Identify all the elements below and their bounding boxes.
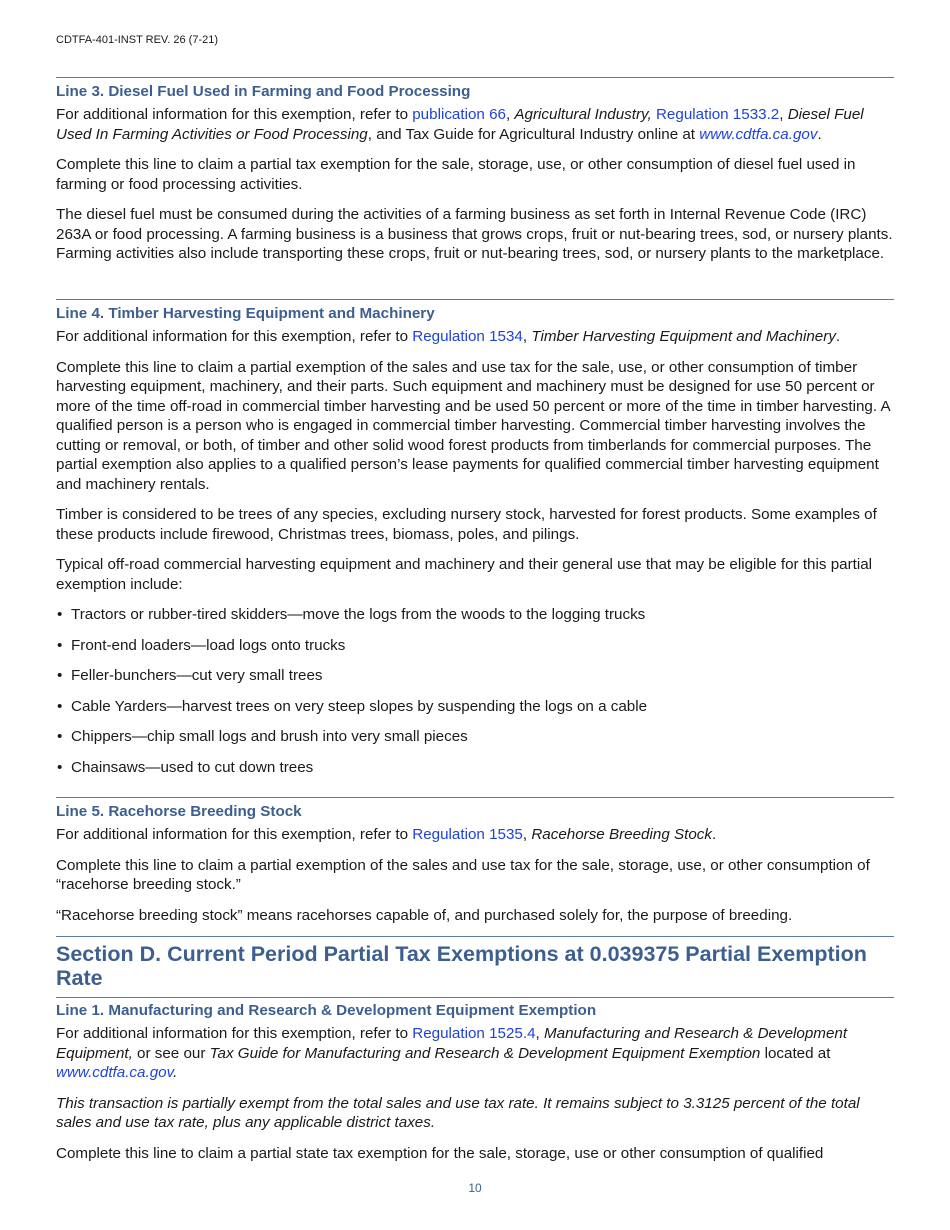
text: For additional information for this exemption, refer to (56, 328, 413, 345)
text: , (522, 328, 532, 345)
section-d-line1 (56, 1001, 894, 1163)
list-item: • Cable Yarders—harvest trees on very steep slopes by suspending the logs on a cable (56, 697, 894, 717)
list-item: • Front-end loaders—load logs onto trucks (56, 636, 894, 656)
line5-heading: Line 5. Racehorse Breeding Stock (56, 803, 302, 820)
line4-heading: Line 4. Timber Harvesting Equipment and Machinery (56, 305, 435, 322)
text: . (817, 125, 822, 143)
line4-paragraph-4: Typical off-road commercial harvesting equipment and machinery and their general use that may be eligible for this partial exemption include: (56, 556, 873, 593)
list-item: • Tractors or rubber-tired skidders—move the logs from the woods to the logging trucks (56, 605, 894, 625)
line3-reference-paragraph (56, 105, 894, 144)
text: . (173, 1064, 178, 1081)
text: For additional information for this exemption, refer to (56, 106, 413, 123)
line4-paragraph-2: Complete this line to claim a partial exemption of the sales and use tax for the sale, use, or other consumption of timber harvesting equipment, machinery, and their parts. Such equipment and machinery must be designed for use 50 percent or more of the time off-road in commercial timber harvesting and be used 50 percent or more of the time in timber harvesting. A qualified person is a person who is engaged in commercial timber harvesting. Commercial timber harvesting involves the cutting or removal, or both, of timber and other solid wood forest products from timberlands for commercial purposes. The partial exemption also applies to a qualified person’s lease payments for qualified commercial timber harvesting equipment and machinery rentals. (56, 358, 890, 493)
text: , (779, 106, 788, 123)
list-item: • Chippers—chip small logs and brush into very small pieces (56, 727, 894, 747)
section-divider (56, 797, 894, 798)
section-d-heading: Section D. Current Period Partial Tax Exemptions at 0.039375 Partial Exemption Rate (56, 942, 867, 990)
section-d-line1-reference-paragraph (56, 1024, 894, 1083)
section-d-line1-paragraph-3: Complete this line to claim a partial state tax exemption for the sale, storage, use or other consumption of qualified (56, 1144, 824, 1162)
text: , (535, 1025, 544, 1042)
regulation-title: Timber Harvesting Equipment and Machinery (531, 328, 836, 345)
line4-section (56, 304, 894, 777)
section-divider (56, 997, 894, 998)
line5-paragraph-3: “Racehorse breeding stock” means racehorses capable of, and purchased solely for, the purpose of breeding. (56, 906, 793, 924)
text: , and Tax Guide for Agricultural Industry online at (367, 125, 700, 143)
section-divider (56, 936, 894, 937)
line4-reference-paragraph (56, 327, 894, 347)
text: , (505, 106, 515, 123)
tax-guide-title: Tax Guide for Manufacturing and Research & Development Equipment Exemption (209, 1044, 761, 1062)
line5-paragraph-2: Complete this line to claim a partial exemption of the sales and use tax for the sale, storage, use, or other consumption of “racehorse breeding stock.” (56, 856, 870, 893)
regulation-title: Diesel Fuel Used In Farming Activities or Food Processing (56, 106, 864, 143)
regulation-1533-2-link[interactable]: Regulation 1533.2 (655, 106, 780, 123)
line5-section (56, 802, 894, 925)
text: . (835, 328, 841, 345)
publication-title: Agricultural Industry, (514, 106, 652, 123)
line3-section (56, 82, 894, 264)
regulation-1534-link[interactable]: Regulation 1534 (412, 328, 523, 345)
regulation-1535-link[interactable]: Regulation 1535 (412, 826, 523, 843)
text: . (711, 826, 717, 843)
page-number: 10 (468, 1181, 482, 1195)
section-d-line1-paragraph-2: This transaction is partially exempt from the total sales and use tax rate. It remains subject to 3.3125 percent of the total sales and use tax rate, plus any applicable district taxes. (56, 1094, 860, 1131)
text: located at (760, 1044, 831, 1062)
form-id: CDTFA-401-INST REV. 26 (7-21) (56, 34, 219, 46)
text: or see our (132, 1044, 210, 1062)
line4-paragraph-3: Timber is considered to be trees of any species, excluding nursery stock, harvested for forest products. Some examples of these products include firewood, Christmas trees, biomass, poles, and pilings. (56, 506, 877, 543)
publication-66-link[interactable]: publication 66 (412, 106, 506, 123)
line3-heading: Line 3. Diesel Fuel Used in Farming and Food Processing (56, 83, 471, 100)
cdtfa-website-link[interactable]: www.cdtfa.ca.gov (699, 125, 818, 143)
text: For additional information for this exemption, refer to (56, 1025, 413, 1042)
regulation-1525-4-link[interactable]: Regulation 1525.4 (412, 1025, 536, 1042)
line3-paragraph-2: Complete this line to claim a partial tax exemption for the sale, storage, use, or other consumption of diesel fuel used in farming or food processing activities. (56, 156, 856, 193)
regulation-title: Racehorse Breeding Stock (531, 826, 712, 843)
text: , (522, 826, 532, 843)
section-divider (56, 299, 894, 300)
regulation-title: Manufacturing and Research & Development Equipment, (56, 1025, 848, 1062)
section-divider (56, 77, 894, 78)
list-item: • Chainsaws—used to cut down trees (56, 758, 894, 778)
line3-paragraph-3: The diesel fuel must be consumed during the activities of a farming business as set forth in Internal Revenue Code (IRC) 263A or food processing. A farming business is a business that grows crops, fruit or nut-bearing trees, sod, or nursery plants. Farming activities also include transporting these crops, fruit or nut-bearing trees, sod, or nursery plants to the marketplace. (56, 206, 893, 262)
list-item: • Feller-bunchers—cut very small trees (56, 666, 894, 686)
equipment-list (56, 605, 894, 777)
text: For additional information for this exemption, refer to (56, 826, 413, 843)
line5-reference-paragraph (56, 825, 894, 845)
cdtfa-website-link[interactable]: www.cdtfa.ca.gov (56, 1064, 174, 1081)
section-d-line1-heading: Line 1. Manufacturing and Research & Development Equipment Exemption (56, 1002, 597, 1019)
